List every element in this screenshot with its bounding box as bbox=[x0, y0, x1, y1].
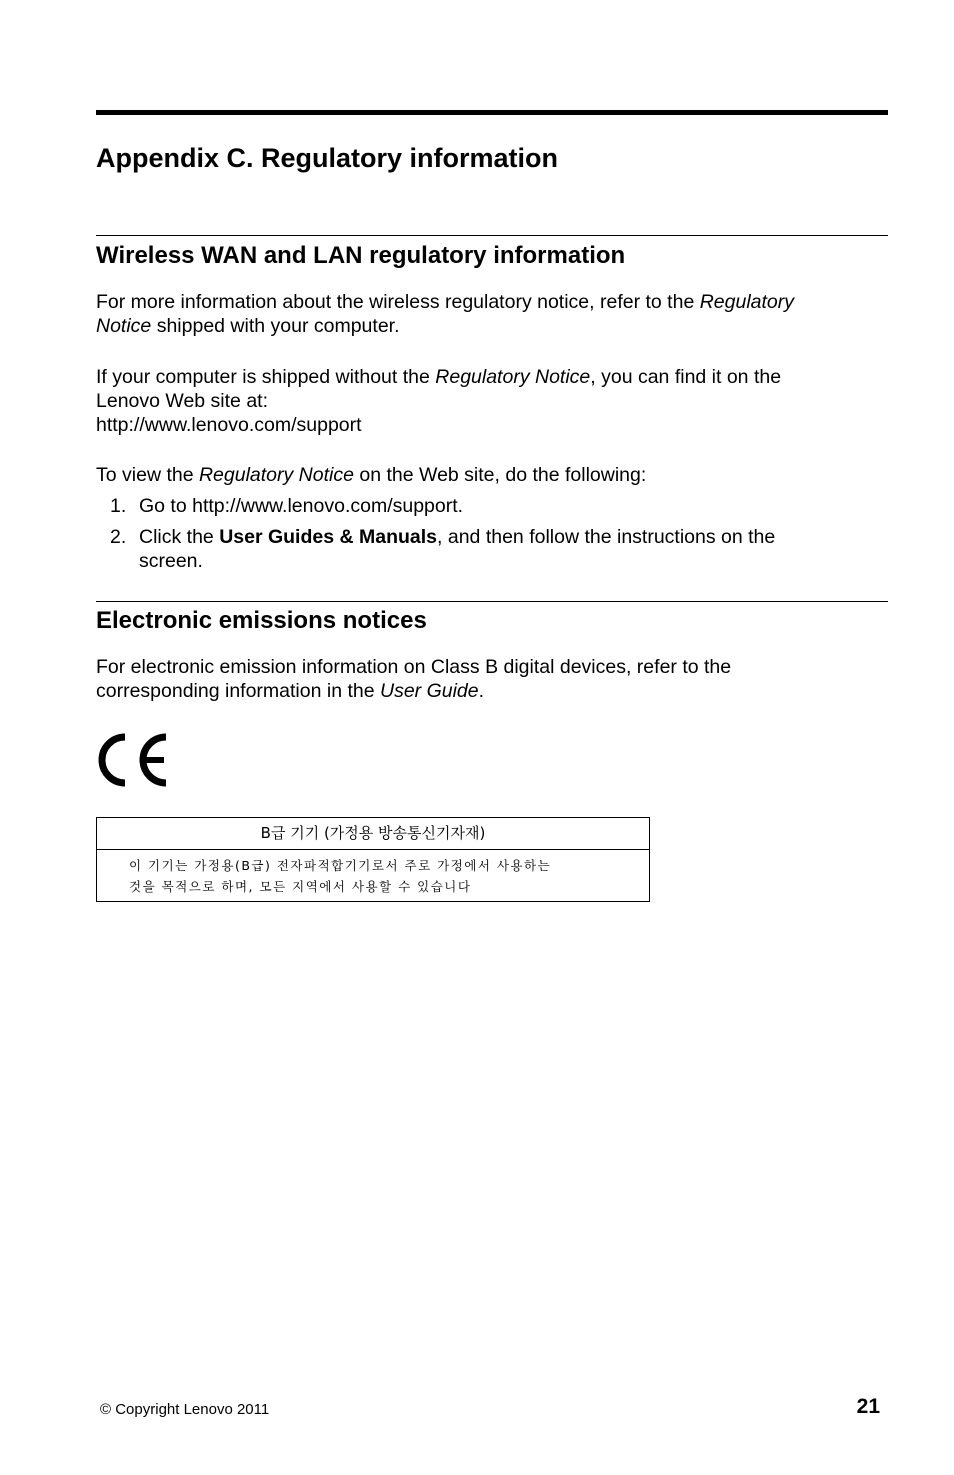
wireless-p1-text-b: shipped with your computer. bbox=[151, 315, 400, 337]
step-text-1: Go to http://www.lenovo.com/support. bbox=[139, 495, 464, 517]
korean-notice-header: B급 기기 (가정용 방송통신기자재) bbox=[97, 818, 649, 850]
wireless-p3-text-b: on the Web site, do the following: bbox=[353, 464, 647, 486]
chapter-title: Appendix C. Regulatory information bbox=[96, 143, 559, 173]
emissions-p1-text-b: . bbox=[478, 680, 485, 702]
chapter-top-rule bbox=[96, 110, 888, 115]
step-2-line2: screen. bbox=[139, 550, 203, 572]
emissions-p1-line1: For electronic emission information on Class B digital devices, refer to the bbox=[96, 656, 732, 678]
section-title-emissions: Electronic emissions notices bbox=[96, 607, 427, 634]
korean-notice-line-1: 이 기기는 가정용(B급) 전자파적합기기로서 주로 가정에서 사용하는 bbox=[129, 858, 552, 873]
lenovo-support-url: http://www.lenovo.com/support bbox=[96, 414, 362, 436]
wireless-paragraph-1 bbox=[96, 290, 888, 338]
wireless-p2-line2: Lenovo Web site at: bbox=[96, 390, 268, 412]
korean-notice-body bbox=[97, 850, 649, 897]
emissions-p1-text-a: corresponding information in the bbox=[96, 680, 380, 702]
emissions-paragraph-1 bbox=[96, 655, 888, 703]
step-2-bold: User Guides & Manuals bbox=[219, 526, 438, 548]
section-rule-emissions bbox=[96, 601, 888, 602]
section-rule-wireless bbox=[96, 235, 888, 236]
ce-mark-icon bbox=[96, 731, 171, 789]
page-number: 21 bbox=[856, 1395, 880, 1418]
wireless-paragraph-3 bbox=[96, 463, 888, 487]
korean-class-b-notice bbox=[96, 817, 650, 902]
step-number-2: 2. bbox=[110, 526, 127, 548]
wireless-p2-text-a: If your computer is shipped without the bbox=[96, 366, 436, 388]
wireless-p1-italic-a: Regulatory bbox=[699, 291, 795, 313]
wireless-p2-italic: Regulatory Notice bbox=[435, 366, 591, 388]
section-title-wireless: Wireless WAN and LAN regulatory information bbox=[96, 242, 626, 269]
wireless-p1-italic-b: Notice bbox=[96, 315, 152, 337]
wireless-paragraph-2 bbox=[96, 365, 888, 437]
wireless-p1-text-a: For more information about the wireless regulatory notice, refer to the bbox=[96, 291, 700, 313]
emissions-p1-italic: User Guide bbox=[380, 680, 479, 702]
step-item-1 bbox=[96, 494, 888, 518]
step-item-2 bbox=[96, 525, 888, 573]
step-2-text-b: , and then follow the instructions on the bbox=[437, 526, 776, 548]
footer-copyright: © Copyright Lenovo 2011 bbox=[100, 1401, 270, 1418]
wireless-p3-text-a: To view the bbox=[96, 464, 199, 486]
wireless-p3-italic: Regulatory Notice bbox=[198, 464, 354, 486]
step-2-text-a: Click the bbox=[139, 526, 220, 548]
step-number-1: 1. bbox=[110, 495, 127, 517]
korean-notice-line-2: 것을 목적으로 하며, 모든 지역에서 사용할 수 있습니다 bbox=[129, 879, 472, 894]
wireless-p2-text-b: , you can find it on the bbox=[590, 366, 782, 388]
steps-list bbox=[96, 494, 888, 580]
document-page bbox=[96, 0, 888, 1475]
